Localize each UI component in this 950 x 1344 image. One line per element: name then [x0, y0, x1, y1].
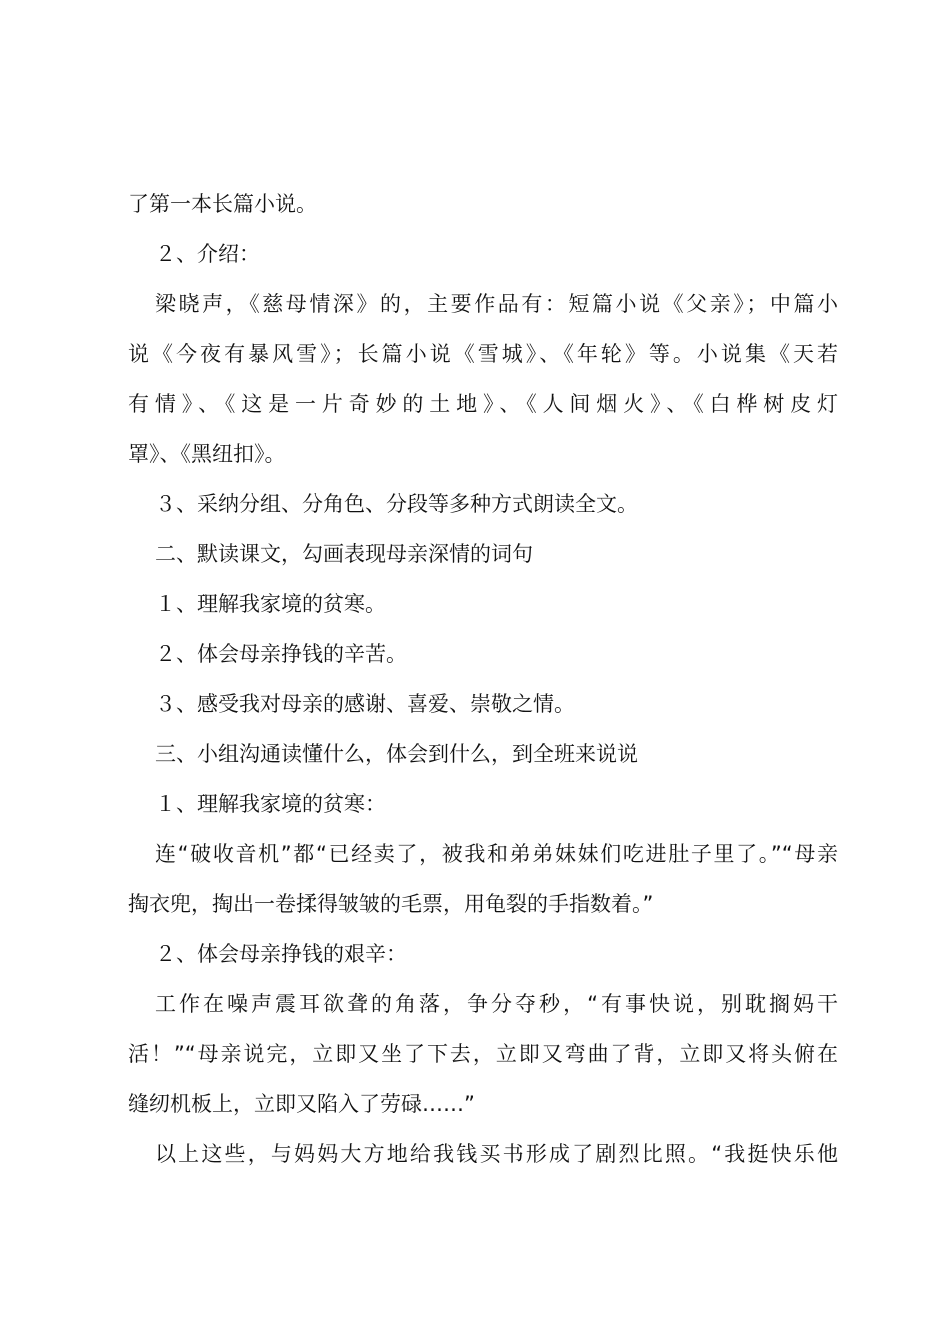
text-line: ２、体会母亲挣钱的艰辛： [155, 942, 407, 966]
text-line: 了第一本长篇小说。 [128, 192, 317, 216]
text-line: 缝纫机板上，立即又陷入了劳碌……” [128, 1092, 475, 1116]
text-line: 工作在噪声震耳欲聋的角落，争分夺秒，“有事快说，别耽搁妈干 [155, 992, 838, 1016]
text-line: 有情》、《这是一片奇妙的土地》、《人间烟火》、《白桦树皮灯 [128, 392, 838, 416]
section-heading: ２、介绍： [155, 242, 260, 266]
text-line: 罩》、《黑纽扣》。 [128, 442, 286, 466]
text-line: ３、感受我对母亲的感谢、喜爱、崇敬之情。 [155, 692, 575, 716]
text-line: ３、采纳分组、分角色、分段等多种方式朗读全文。 [155, 492, 638, 516]
text-line: 活！”“母亲说完，立即又坐了下去，立即又弯曲了背，立即又将头俯在 [128, 1042, 838, 1066]
text-line: 梁晓声，《慈母情深》的，主要作品有：短篇小说《父亲》；中篇小 [155, 292, 838, 316]
text-line: 掏衣兜，掏出一卷揉得皱皱的毛票，用龟裂的手指数着。” [128, 892, 654, 916]
text-line: １、理解我家境的贫寒： [155, 792, 386, 816]
text-line: 连“破收音机”都“已经卖了，被我和弟弟妹妹们吃进肚子里了。”“母亲 [155, 842, 838, 866]
section-heading: 二、默读课文，勾画表现母亲深情的词句 [155, 542, 533, 566]
text-line: ２、体会母亲挣钱的辛苦。 [155, 642, 407, 666]
section-heading: 三、小组沟通读懂什么，体会到什么，到全班来说说 [155, 742, 638, 766]
text-line: 以上这些，与妈妈大方地给我钱买书形成了剧烈比照。“我挺快乐他 [155, 1142, 838, 1166]
text-line: 说《今夜有暴风雪》；长篇小说《雪城》、《年轮》等。小说集《天若 [128, 342, 838, 366]
text-line: １、理解我家境的贫寒。 [155, 592, 386, 616]
